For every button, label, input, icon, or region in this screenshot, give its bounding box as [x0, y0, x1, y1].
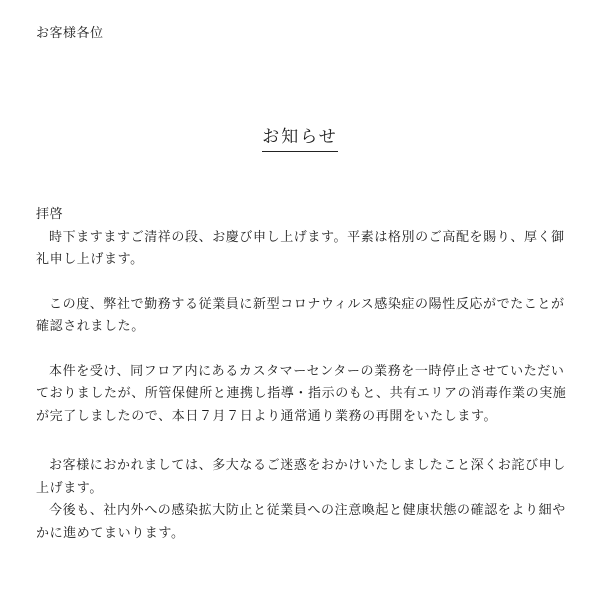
letter-body: [36, 204, 576, 545]
recipient-line: お客様各位: [36, 26, 104, 41]
salutation: 拝啓: [36, 207, 64, 222]
title-container: [0, 122, 600, 152]
paragraph-resumption: 本件を受け、同フロア内にあるカスタマーセンターの業務を一時停止させていただいておりましたが、所管保健所と連携し指導・指示のもと、共有エリアの消毒作業の実施が完了しましたので、本日７月７日より通常通り業務の再開をいたします。: [36, 363, 567, 424]
paragraph-spacer: [36, 428, 576, 455]
page-title: お知らせ: [262, 122, 338, 152]
paragraph-apology: お客様におかれましては、多大なるご迷惑をおかけいたしましたこと深くお詫び申し上げます。: [36, 458, 566, 496]
paragraph-spacer: [36, 339, 576, 361]
paragraph-spacer: [36, 272, 576, 294]
paragraph-future-measures: 今後も、社内外への感染拡大防止と従業員への注意喚起と健康状態の確認をより細やかに進めてまいります。: [36, 503, 566, 541]
paragraph-greeting: 時下ますますご清祥の段、お慶び申し上げます。平素は格別のご高配を賜り、厚く御礼申し上げます。: [36, 229, 565, 267]
paragraph-announcement: この度、弊社で勤務する従業員に新型コロナウィルス感染症の陽性反応がでたことが確認されました。: [36, 296, 565, 334]
